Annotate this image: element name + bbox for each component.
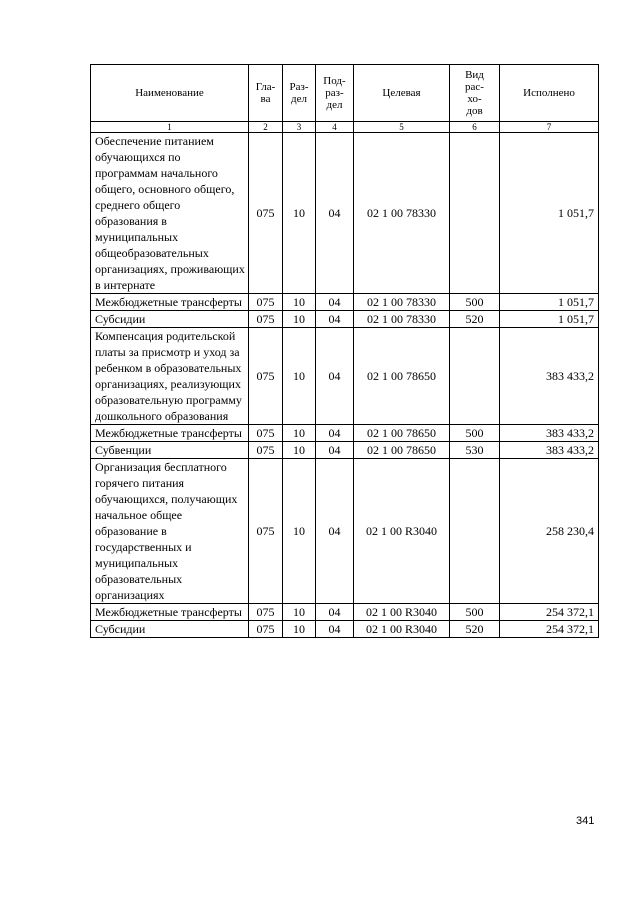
cell-name: Субсидии (91, 621, 249, 638)
table-row (91, 621, 599, 638)
cell-name: Организация бесплатного горячего питания обучающихся, получающих начальное общее образование в государственных и муниципальных образовательных организациях (91, 459, 249, 604)
cell-glava: 075 (249, 604, 283, 621)
cell-razdel: 10 (283, 459, 316, 604)
table-row (91, 459, 599, 604)
cell-razdel: 10 (283, 621, 316, 638)
cell-target: 02 1 00 78650 (354, 425, 450, 442)
cell-podrazdel: 04 (316, 425, 354, 442)
cell-razdel: 10 (283, 442, 316, 459)
column-number: 1 (91, 122, 249, 133)
cell-executed: 254 372,1 (500, 604, 599, 621)
cell-executed: 383 433,2 (500, 328, 599, 425)
page-number: 341 (576, 815, 595, 827)
cell-name: Субсидии (91, 311, 249, 328)
table-row (91, 425, 599, 442)
cell-target: 02 1 00 78650 (354, 442, 450, 459)
cell-executed: 1 051,7 (500, 311, 599, 328)
cell-podrazdel: 04 (316, 621, 354, 638)
cell-vid: 520 (450, 621, 500, 638)
cell-podrazdel: 04 (316, 459, 354, 604)
column-number: 7 (500, 122, 599, 133)
table-row (91, 311, 599, 328)
table-row (91, 604, 599, 621)
column-number-row (91, 122, 599, 133)
table-row (91, 133, 599, 294)
cell-name: Межбюджетные трансферты (91, 294, 249, 311)
cell-glava: 075 (249, 311, 283, 328)
cell-podrazdel: 04 (316, 311, 354, 328)
cell-target: 02 1 00 R3040 (354, 621, 450, 638)
header-name: Наименование (91, 65, 249, 122)
cell-podrazdel: 04 (316, 604, 354, 621)
cell-target: 02 1 00 78330 (354, 294, 450, 311)
cell-target: 02 1 00 R3040 (354, 459, 450, 604)
cell-executed: 1 051,7 (500, 294, 599, 311)
cell-glava: 075 (249, 459, 283, 604)
column-number: 5 (354, 122, 450, 133)
cell-vid (450, 459, 500, 604)
cell-glava: 075 (249, 328, 283, 425)
cell-glava: 075 (249, 425, 283, 442)
header-row (91, 65, 599, 122)
cell-executed: 254 372,1 (500, 621, 599, 638)
column-number: 3 (283, 122, 316, 133)
cell-target: 02 1 00 78330 (354, 311, 450, 328)
cell-razdel: 10 (283, 311, 316, 328)
cell-target: 02 1 00 R3040 (354, 604, 450, 621)
cell-glava: 075 (249, 133, 283, 294)
cell-razdel: 10 (283, 425, 316, 442)
cell-vid: 500 (450, 294, 500, 311)
cell-podrazdel: 04 (316, 133, 354, 294)
table-row (91, 294, 599, 311)
cell-name: Обеспечение питанием обучающихся по программам начального общего, основного общего, среднего общего образования в муниципальных общеобразовательных организациях, проживающих в интернате (91, 133, 249, 294)
cell-razdel: 10 (283, 604, 316, 621)
cell-executed: 258 230,4 (500, 459, 599, 604)
header-glava: Гла- ва (249, 65, 283, 122)
cell-target: 02 1 00 78650 (354, 328, 450, 425)
cell-name: Межбюджетные трансферты (91, 604, 249, 621)
cell-vid (450, 328, 500, 425)
cell-vid: 530 (450, 442, 500, 459)
budget-execution-table (90, 64, 599, 638)
header-razdel: Раз- дел (283, 65, 316, 122)
header-target: Целевая (354, 65, 450, 122)
cell-name: Межбюджетные трансферты (91, 425, 249, 442)
cell-name: Компенсация родительской платы за присмотр и уход за ребенком в образовательных организациях, реализующих образовательную программу дошкольного образования (91, 328, 249, 425)
header-podrazdel: Под- раз- дел (316, 65, 354, 122)
cell-glava: 075 (249, 621, 283, 638)
cell-glava: 075 (249, 442, 283, 459)
cell-razdel: 10 (283, 294, 316, 311)
cell-vid: 520 (450, 311, 500, 328)
column-number: 4 (316, 122, 354, 133)
cell-podrazdel: 04 (316, 328, 354, 425)
cell-vid: 500 (450, 604, 500, 621)
table-row (91, 328, 599, 425)
cell-podrazdel: 04 (316, 442, 354, 459)
header-executed: Исполнено (500, 65, 599, 122)
cell-vid: 500 (450, 425, 500, 442)
cell-glava: 075 (249, 294, 283, 311)
cell-vid (450, 133, 500, 294)
cell-podrazdel: 04 (316, 294, 354, 311)
cell-executed: 383 433,2 (500, 425, 599, 442)
table-row (91, 442, 599, 459)
cell-executed: 383 433,2 (500, 442, 599, 459)
cell-executed: 1 051,7 (500, 133, 599, 294)
column-number: 6 (450, 122, 500, 133)
cell-razdel: 10 (283, 133, 316, 294)
header-vid: Вид рас- хо- дов (450, 65, 500, 122)
cell-razdel: 10 (283, 328, 316, 425)
cell-name: Субвенции (91, 442, 249, 459)
column-number: 2 (249, 122, 283, 133)
cell-target: 02 1 00 78330 (354, 133, 450, 294)
